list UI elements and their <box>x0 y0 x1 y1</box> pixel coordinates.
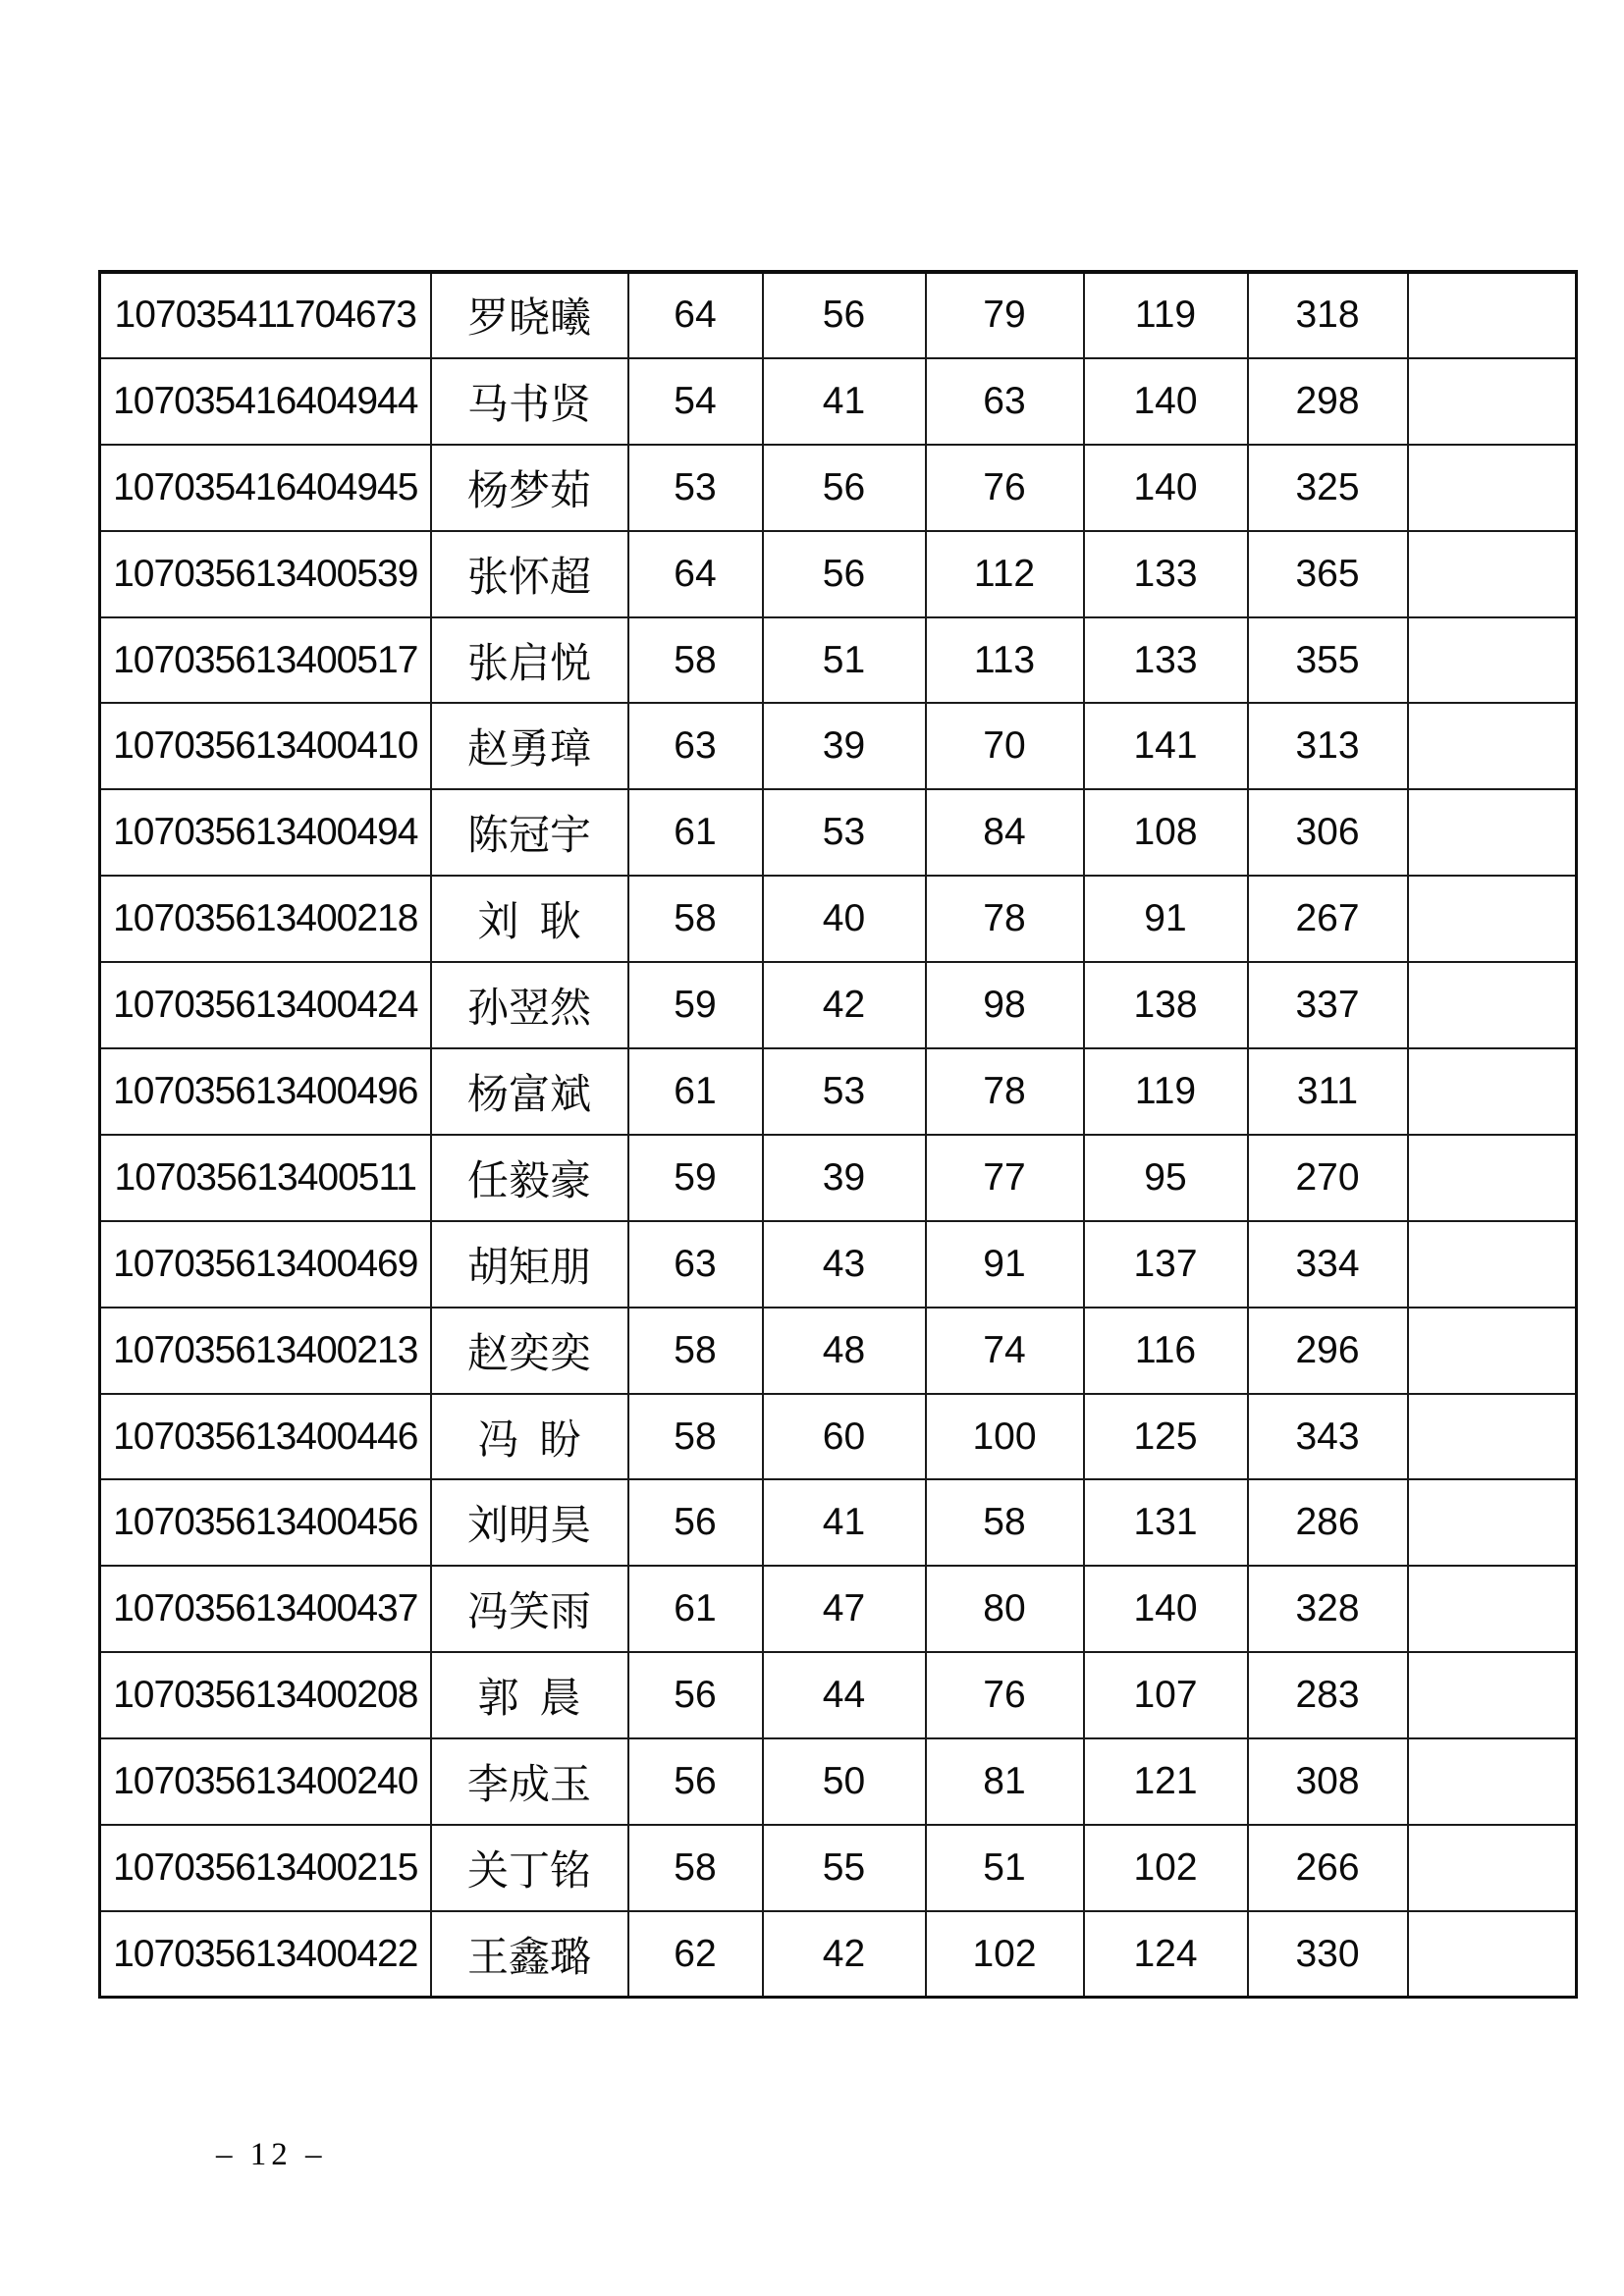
score-table-body <box>100 272 1577 1998</box>
score-cell: 42 <box>763 962 926 1048</box>
score-cell: 64 <box>628 531 763 617</box>
total-cell: 296 <box>1248 1308 1408 1394</box>
name-cell: 马书贤 <box>431 358 628 445</box>
total-cell: 308 <box>1248 1738 1408 1825</box>
candidate-id-cell: 107035613400422 <box>100 1911 431 1998</box>
remark-cell <box>1408 358 1577 445</box>
remark-cell <box>1408 1738 1577 1825</box>
candidate-id-cell: 107035613400215 <box>100 1825 431 1911</box>
score-cell: 131 <box>1084 1479 1248 1566</box>
table-row <box>100 1566 1577 1652</box>
name-cell: 陈冠宇 <box>431 789 628 876</box>
candidate-id-cell: 107035416404944 <box>100 358 431 445</box>
score-cell: 124 <box>1084 1911 1248 1998</box>
score-cell: 63 <box>628 703 763 789</box>
name-cell: 孙翌然 <box>431 962 628 1048</box>
name-cell: 刘 耿 <box>431 876 628 962</box>
candidate-id-cell: 107035613400511 <box>100 1135 431 1221</box>
score-cell: 78 <box>926 1048 1084 1135</box>
candidate-id-cell: 107035613400496 <box>100 1048 431 1135</box>
remark-cell <box>1408 1135 1577 1221</box>
score-cell: 39 <box>763 1135 926 1221</box>
score-cell: 102 <box>926 1911 1084 1998</box>
table-row <box>100 1738 1577 1825</box>
total-cell: 313 <box>1248 703 1408 789</box>
score-cell: 55 <box>763 1825 926 1911</box>
remark-cell <box>1408 1566 1577 1652</box>
name-cell: 李成玉 <box>431 1738 628 1825</box>
table-row <box>100 617 1577 704</box>
score-cell: 58 <box>628 876 763 962</box>
score-cell: 51 <box>763 617 926 704</box>
remark-cell <box>1408 445 1577 531</box>
score-cell: 78 <box>926 876 1084 962</box>
table-row <box>100 1479 1577 1566</box>
remark-cell <box>1408 962 1577 1048</box>
score-cell: 50 <box>763 1738 926 1825</box>
page-number: – 12 – <box>216 2137 327 2172</box>
remark-cell <box>1408 1048 1577 1135</box>
table-row <box>100 1825 1577 1911</box>
score-cell: 102 <box>1084 1825 1248 1911</box>
score-cell: 60 <box>763 1394 926 1480</box>
candidate-id-cell: 107035416404945 <box>100 445 431 531</box>
name-cell: 刘明昊 <box>431 1479 628 1566</box>
table-row <box>100 1048 1577 1135</box>
name-cell: 赵奕奕 <box>431 1308 628 1394</box>
table-row <box>100 1911 1577 1998</box>
table-row <box>100 272 1577 358</box>
table-row <box>100 1652 1577 1738</box>
score-cell: 91 <box>1084 876 1248 962</box>
score-cell: 113 <box>926 617 1084 704</box>
table-row <box>100 703 1577 789</box>
remark-cell <box>1408 1825 1577 1911</box>
score-cell: 91 <box>926 1221 1084 1308</box>
table-row <box>100 1394 1577 1480</box>
candidate-id-cell: 107035613400456 <box>100 1479 431 1566</box>
score-cell: 44 <box>763 1652 926 1738</box>
score-cell: 80 <box>926 1566 1084 1652</box>
score-cell: 112 <box>926 531 1084 617</box>
candidate-id-cell: 107035613400208 <box>100 1652 431 1738</box>
score-cell: 64 <box>628 272 763 358</box>
name-cell: 王鑫璐 <box>431 1911 628 1998</box>
name-cell: 赵勇璋 <box>431 703 628 789</box>
score-cell: 53 <box>763 1048 926 1135</box>
name-cell: 张怀超 <box>431 531 628 617</box>
total-cell: 266 <box>1248 1825 1408 1911</box>
score-cell: 58 <box>628 1308 763 1394</box>
score-cell: 43 <box>763 1221 926 1308</box>
total-cell: 286 <box>1248 1479 1408 1566</box>
remark-cell <box>1408 1308 1577 1394</box>
score-cell: 62 <box>628 1911 763 1998</box>
name-cell: 张启悦 <box>431 617 628 704</box>
score-cell: 95 <box>1084 1135 1248 1221</box>
score-cell: 70 <box>926 703 1084 789</box>
total-cell: 306 <box>1248 789 1408 876</box>
score-cell: 53 <box>628 445 763 531</box>
total-cell: 343 <box>1248 1394 1408 1480</box>
score-cell: 53 <box>763 789 926 876</box>
candidate-id-cell: 107035411704673 <box>100 272 431 358</box>
score-cell: 137 <box>1084 1221 1248 1308</box>
remark-cell <box>1408 1479 1577 1566</box>
candidate-id-cell: 107035613400446 <box>100 1394 431 1480</box>
score-cell: 48 <box>763 1308 926 1394</box>
score-cell: 56 <box>763 531 926 617</box>
score-cell: 140 <box>1084 445 1248 531</box>
total-cell: 330 <box>1248 1911 1408 1998</box>
remark-cell <box>1408 1221 1577 1308</box>
remark-cell <box>1408 703 1577 789</box>
score-cell: 119 <box>1084 1048 1248 1135</box>
score-cell: 140 <box>1084 1566 1248 1652</box>
total-cell: 355 <box>1248 617 1408 704</box>
score-cell: 133 <box>1084 617 1248 704</box>
score-cell: 39 <box>763 703 926 789</box>
total-cell: 325 <box>1248 445 1408 531</box>
score-cell: 125 <box>1084 1394 1248 1480</box>
candidate-id-cell: 107035613400494 <box>100 789 431 876</box>
score-cell: 100 <box>926 1394 1084 1480</box>
remark-cell <box>1408 1394 1577 1480</box>
table-row <box>100 1221 1577 1308</box>
score-cell: 116 <box>1084 1308 1248 1394</box>
table-row <box>100 962 1577 1048</box>
candidate-id-cell: 107035613400213 <box>100 1308 431 1394</box>
score-cell: 76 <box>926 1652 1084 1738</box>
score-cell: 63 <box>628 1221 763 1308</box>
remark-cell <box>1408 1911 1577 1998</box>
name-cell: 胡矩朋 <box>431 1221 628 1308</box>
table-row <box>100 1308 1577 1394</box>
score-cell: 61 <box>628 1048 763 1135</box>
score-cell: 58 <box>628 1825 763 1911</box>
table-row <box>100 445 1577 531</box>
score-cell: 56 <box>628 1738 763 1825</box>
candidate-id-cell: 107035613400218 <box>100 876 431 962</box>
candidate-id-cell: 107035613400437 <box>100 1566 431 1652</box>
name-cell: 任毅豪 <box>431 1135 628 1221</box>
table-row <box>100 531 1577 617</box>
total-cell: 337 <box>1248 962 1408 1048</box>
score-cell: 108 <box>1084 789 1248 876</box>
name-cell: 杨梦茹 <box>431 445 628 531</box>
name-cell: 冯笑雨 <box>431 1566 628 1652</box>
total-cell: 283 <box>1248 1652 1408 1738</box>
candidate-id-cell: 107035613400410 <box>100 703 431 789</box>
remark-cell <box>1408 876 1577 962</box>
score-cell: 41 <box>763 358 926 445</box>
score-cell: 51 <box>926 1825 1084 1911</box>
table-row <box>100 1135 1577 1221</box>
candidate-id-cell: 107035613400539 <box>100 531 431 617</box>
total-cell: 298 <box>1248 358 1408 445</box>
score-cell: 59 <box>628 1135 763 1221</box>
score-cell: 98 <box>926 962 1084 1048</box>
score-cell: 133 <box>1084 531 1248 617</box>
total-cell: 318 <box>1248 272 1408 358</box>
score-cell: 41 <box>763 1479 926 1566</box>
candidate-id-cell: 107035613400469 <box>100 1221 431 1308</box>
name-cell: 罗晓曦 <box>431 272 628 358</box>
score-cell: 140 <box>1084 358 1248 445</box>
name-cell: 关丁铭 <box>431 1825 628 1911</box>
score-cell: 138 <box>1084 962 1248 1048</box>
score-cell: 84 <box>926 789 1084 876</box>
score-cell: 76 <box>926 445 1084 531</box>
score-cell: 47 <box>763 1566 926 1652</box>
score-cell: 56 <box>763 272 926 358</box>
score-cell: 74 <box>926 1308 1084 1394</box>
score-cell: 58 <box>926 1479 1084 1566</box>
score-cell: 61 <box>628 789 763 876</box>
total-cell: 267 <box>1248 876 1408 962</box>
total-cell: 365 <box>1248 531 1408 617</box>
total-cell: 270 <box>1248 1135 1408 1221</box>
score-cell: 56 <box>763 445 926 531</box>
table-row <box>100 358 1577 445</box>
score-cell: 121 <box>1084 1738 1248 1825</box>
candidate-id-cell: 107035613400240 <box>100 1738 431 1825</box>
score-cell: 40 <box>763 876 926 962</box>
score-cell: 54 <box>628 358 763 445</box>
score-cell: 58 <box>628 617 763 704</box>
remark-cell <box>1408 531 1577 617</box>
score-cell: 56 <box>628 1479 763 1566</box>
table-row <box>100 789 1577 876</box>
score-cell: 77 <box>926 1135 1084 1221</box>
score-cell: 119 <box>1084 272 1248 358</box>
score-cell: 63 <box>926 358 1084 445</box>
score-cell: 107 <box>1084 1652 1248 1738</box>
score-table <box>98 270 1578 1999</box>
name-cell: 杨富斌 <box>431 1048 628 1135</box>
score-cell: 58 <box>628 1394 763 1480</box>
total-cell: 328 <box>1248 1566 1408 1652</box>
candidate-id-cell: 107035613400517 <box>100 617 431 704</box>
name-cell: 冯 盼 <box>431 1394 628 1480</box>
score-cell: 141 <box>1084 703 1248 789</box>
score-cell: 81 <box>926 1738 1084 1825</box>
score-cell: 59 <box>628 962 763 1048</box>
remark-cell <box>1408 789 1577 876</box>
table-row <box>100 876 1577 962</box>
score-cell: 42 <box>763 1911 926 1998</box>
score-cell: 61 <box>628 1566 763 1652</box>
total-cell: 311 <box>1248 1048 1408 1135</box>
remark-cell <box>1408 1652 1577 1738</box>
score-cell: 56 <box>628 1652 763 1738</box>
remark-cell <box>1408 617 1577 704</box>
remark-cell <box>1408 272 1577 358</box>
candidate-id-cell: 107035613400424 <box>100 962 431 1048</box>
score-cell: 79 <box>926 272 1084 358</box>
total-cell: 334 <box>1248 1221 1408 1308</box>
name-cell: 郭 晨 <box>431 1652 628 1738</box>
